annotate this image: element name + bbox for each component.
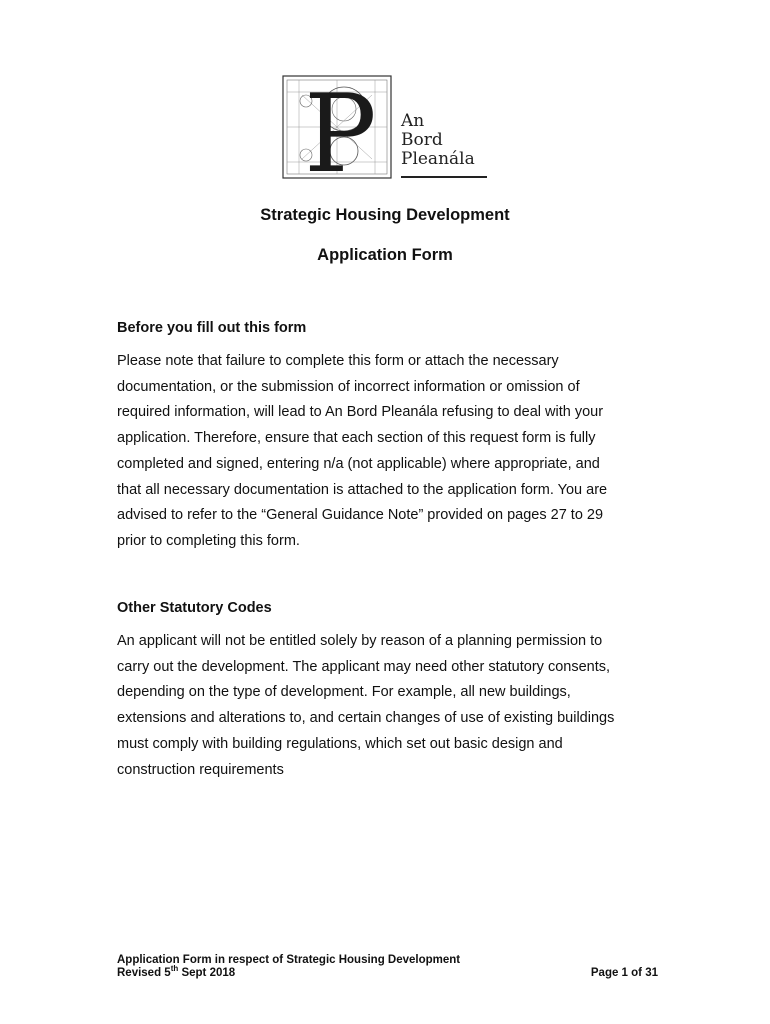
an-bord-pleanala-logo — [282, 75, 492, 181]
section-body-other-statutory-codes — [117, 629, 662, 783]
body-line: prior to completing this form. — [117, 532, 300, 549]
body-line: must comply with building regulations, which set out basic design and — [117, 735, 563, 752]
section-heading-other-statutory-codes: Other Statutory Codes — [117, 600, 272, 616]
logo-word-1: An — [401, 111, 425, 131]
body-line: completed and signed, entering n/a (not applicable) where appropriate, and — [117, 455, 600, 472]
section-heading-before-you-fill: Before you fill out this form — [117, 320, 307, 336]
footer-revised-suffix: Sept 2018 — [178, 967, 236, 979]
body-line: documentation, or the submission of incorrect information or omission of — [117, 378, 580, 395]
footer-document-name: Application Form in respect of Strategic Housing Development — [117, 954, 461, 966]
monogram-p-icon — [282, 75, 392, 179]
body-line: advised to refer to the “General Guidance Note” provided on pages 27 to 29 — [117, 507, 604, 524]
page-footer — [117, 954, 658, 980]
body-line: An applicant will not be entitled solely by reason of a planning permission to — [117, 633, 603, 649]
page-number: Page 1 of 31 — [590, 967, 658, 979]
logo-wordmark — [401, 112, 475, 169]
monogram-letter: P — [304, 75, 377, 179]
logo-word-2: Bord — [401, 130, 443, 150]
footer-revision — [117, 964, 658, 980]
logo-word-3: Pleanála — [401, 149, 475, 169]
body-line: carry out the development. The applicant may need other statutory consents, — [117, 658, 611, 675]
body-line: extensions and alterations to, and certain changes of use of existing buildings — [117, 710, 615, 727]
body-line: construction requirements — [117, 761, 284, 778]
document-subtitle: Application Form — [317, 246, 453, 264]
body-line: application. Therefore, ensure that each section of this request form is fully — [117, 430, 596, 447]
body-line: depending on the type of development. For example, all new buildings, — [117, 684, 571, 701]
footer-revised-superscript: th — [170, 964, 179, 974]
body-line: required information, will lead to An Bord Pleanála refusing to deal with your — [117, 404, 604, 421]
document-title: Strategic Housing Development — [260, 206, 510, 224]
section-body-before-you-fill — [117, 349, 662, 555]
body-line: that all necessary documentation is attached to the application form. You are — [117, 481, 608, 498]
footer-revised-prefix: Revised 5 — [117, 967, 171, 979]
logo-underline — [401, 176, 487, 178]
body-line: Please note that failure to complete this form or attach the necessary — [117, 353, 559, 369]
